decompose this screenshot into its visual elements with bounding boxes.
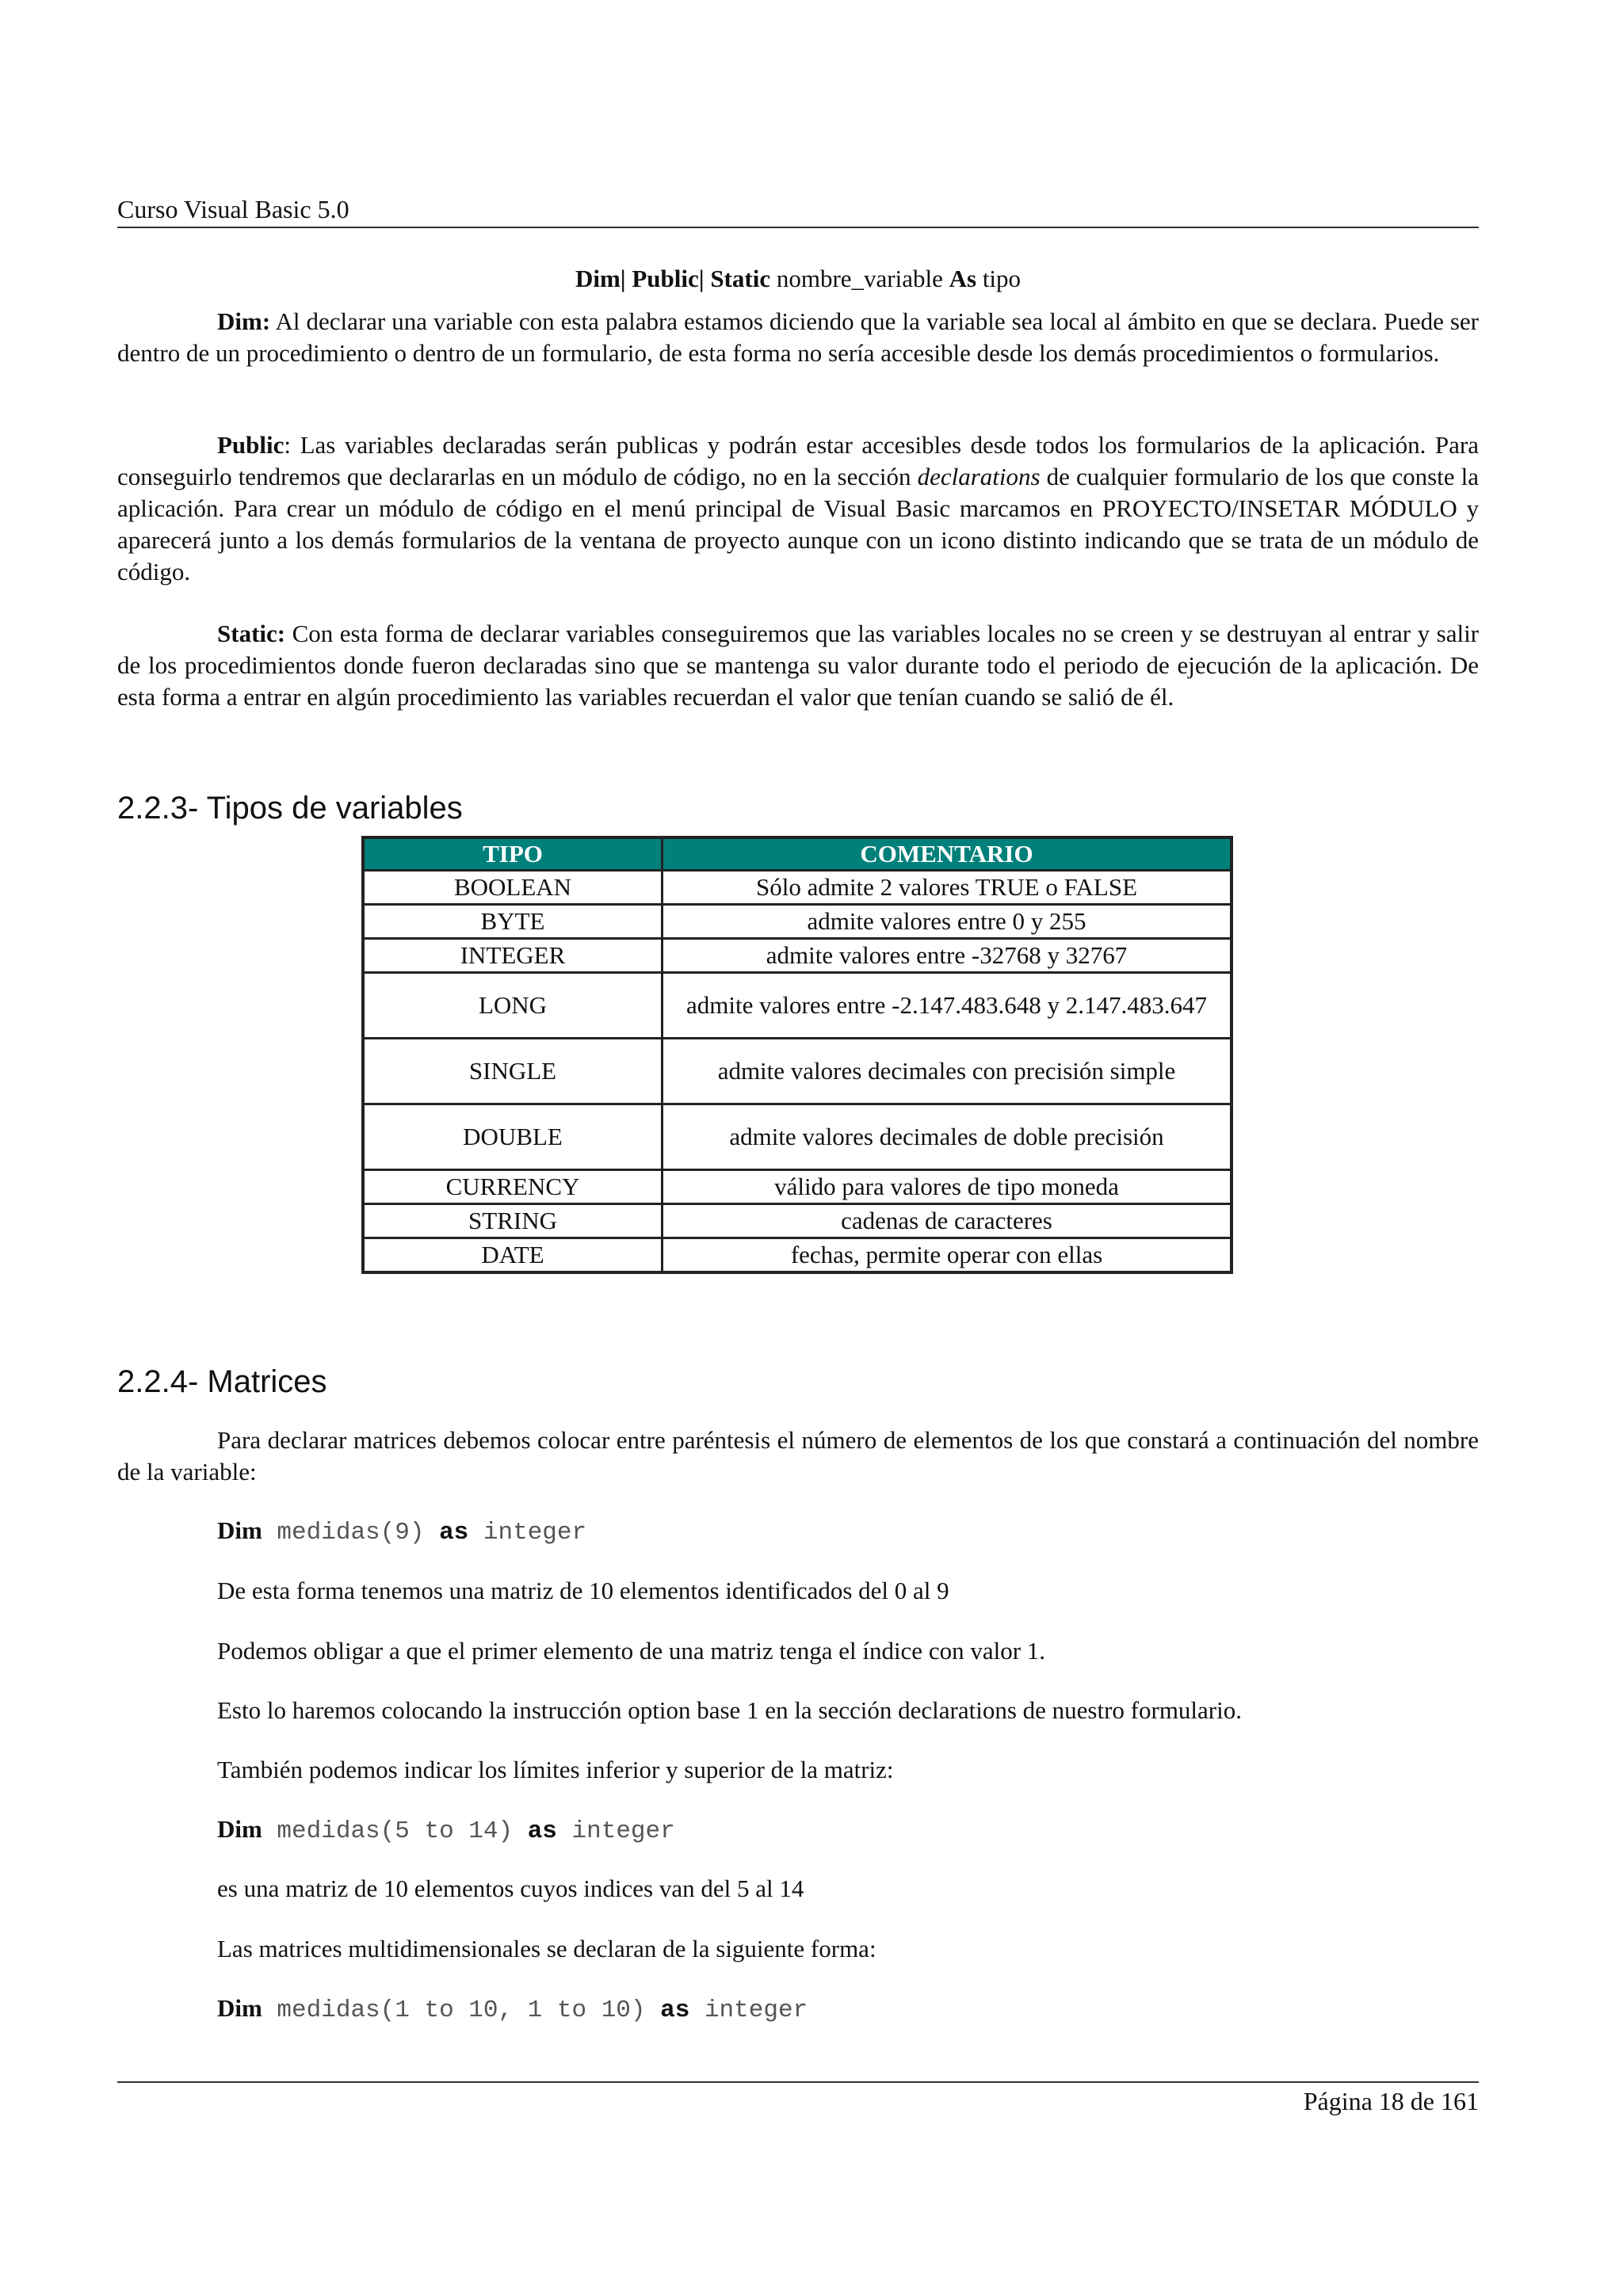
table-row [363, 871, 1232, 905]
type-cell: BYTE [363, 905, 663, 939]
table-row [363, 939, 1232, 973]
public-text-1: : Las variables declaradas serán publicas y podrán estar accesibles desde todos los formularios de la aplicación. Para conseguirlo tendremos que declararlas en un módulo de código, no en la sección [117, 431, 1479, 490]
section-heading-types: 2.2.3- Tipos de variables [117, 791, 463, 826]
type-cell: SINGLE [363, 1039, 663, 1104]
code-dim-keyword: Dim [217, 1994, 262, 2022]
page-number: Página 18 de 161 [1303, 2087, 1479, 2115]
code-example-2 [217, 1814, 675, 1848]
public-italic: declarations [917, 463, 1041, 490]
dim-label: Dim: [217, 307, 271, 335]
type-cell: DOUBLE [363, 1104, 663, 1170]
type-cell: STRING [363, 1204, 663, 1238]
code-variable: medidas(5 to 14) [262, 1817, 528, 1845]
code-type: integer [689, 1997, 808, 2024]
declaration-syntax [117, 263, 1479, 295]
code-type: integer [556, 1817, 675, 1845]
type-cell: LONG [363, 973, 663, 1039]
table-row [363, 1104, 1232, 1170]
paragraph-matrices-intro: Para declarar matrices debemos colocar entre paréntesis el número de elementos de los que constará a continuación del nombre de la variable: [117, 1426, 1479, 1486]
public-label: Public [217, 431, 285, 459]
code-type: integer [468, 1519, 587, 1547]
table-row [363, 1238, 1232, 1273]
table-row [363, 1204, 1232, 1238]
matrices-text-5: es una matriz de 10 elementos cuyos indices van del 5 al 14 [217, 1875, 804, 1902]
type-cell: CURRENCY [363, 1170, 663, 1204]
matrices-text-1: De esta forma tenemos una matriz de 10 elementos identificados del 0 al 9 [217, 1577, 949, 1604]
paragraph-static [117, 618, 1479, 713]
footer-rule [117, 2081, 1479, 2083]
running-header: Curso Visual Basic 5.0 [117, 195, 349, 223]
table-header-tipo: TIPO [363, 837, 663, 871]
code-as-keyword: as [527, 1817, 557, 1845]
matrices-text-6: Las matrices multidimensionales se declaran de la siguiente forma: [217, 1935, 876, 1962]
header-rule [117, 227, 1479, 228]
syntax-name: nombre_variable [776, 265, 943, 292]
syntax-keywords: Dim| Public| Static [575, 265, 771, 292]
table-header-row [363, 837, 1232, 871]
table-row [363, 973, 1232, 1039]
code-variable: medidas(1 to 10, 1 to 10) [262, 1997, 661, 2024]
code-dim-keyword: Dim [217, 1815, 262, 1843]
static-text: Con esta forma de declarar variables conseguiremos que las variables locales no se creen y se destruyan al entrar y salir de los procedimientos donde fueron declaradas sino que se mantenga su valor durante todo el periodo de ejecución de la aplicación. De esta forma a entrar en algún procedimiento las variables recuerdan el valor que tenían cuando se salió de él. [117, 620, 1479, 711]
dim-text: Al declarar una variable con esta palabra estamos diciendo que la variable sea local al ámbito en que se declara. Puede ser dentro de un procedimiento o dentro de un formulario, de esta forma no sería accesible desde los demás procedimientos o formularios. [117, 307, 1479, 367]
code-dim-keyword: Dim [217, 1516, 262, 1544]
paragraph-dim [117, 306, 1479, 369]
syntax-type: tipo [982, 265, 1022, 292]
public-text-2: de cualquier formulario de los que conste la aplicación. Para crear un módulo de código en el menú principal de Visual Basic marcamos en PROYECTO/INSETAR MÓDULO y aparecerá junto a los demás formularios de la ventana de proyecto aunque con un icono distinto indicando que se trata de un módulo de código. [117, 463, 1479, 585]
document-page [117, 0, 1479, 2296]
code-as-keyword: as [660, 1997, 690, 2024]
comment-cell: fechas, permite operar con ellas [663, 1238, 1232, 1273]
table-row [363, 1170, 1232, 1204]
comment-cell: admite valores entre 0 y 255 [663, 905, 1232, 939]
matrices-text-4: También podemos indicar los límites inferior y superior de la matriz: [217, 1756, 894, 1783]
matrices-text-3: Esto lo haremos colocando la instrucción option base 1 en la sección declarations de nuestro formulario. [217, 1696, 1242, 1724]
type-cell: DATE [363, 1238, 663, 1273]
comment-cell: Sólo admite 2 valores TRUE o FALSE [663, 871, 1232, 905]
static-label: Static: [217, 620, 286, 647]
section-heading-matrices: 2.2.4- Matrices [117, 1364, 327, 1399]
table-row [363, 1039, 1232, 1104]
type-cell: INTEGER [363, 939, 663, 973]
matrices-text-2: Podemos obligar a que el primer elemento de una matriz tenga el índice con valor 1. [217, 1637, 1046, 1665]
type-cell: BOOLEAN [363, 871, 663, 905]
comment-cell: admite valores decimales con precisión simple [663, 1039, 1232, 1104]
table-row [363, 905, 1232, 939]
paragraph-public [117, 429, 1479, 588]
comment-cell: admite valores decimales de doble precisión [663, 1104, 1232, 1170]
code-example-3 [217, 1993, 808, 2027]
code-variable: medidas(9) [262, 1519, 440, 1547]
comment-cell: válido para valores de tipo moneda [663, 1170, 1232, 1204]
table-header-comentario: COMENTARIO [663, 837, 1232, 871]
comment-cell: admite valores entre -2.147.483.648 y 2.147.483.647 [663, 973, 1232, 1039]
code-example-1 [217, 1515, 586, 1549]
comment-cell: admite valores entre -32768 y 32767 [663, 939, 1232, 973]
code-as-keyword: as [439, 1519, 469, 1547]
variable-types-table [361, 836, 1233, 1274]
comment-cell: cadenas de caracteres [663, 1204, 1232, 1238]
syntax-as: As [949, 265, 977, 292]
